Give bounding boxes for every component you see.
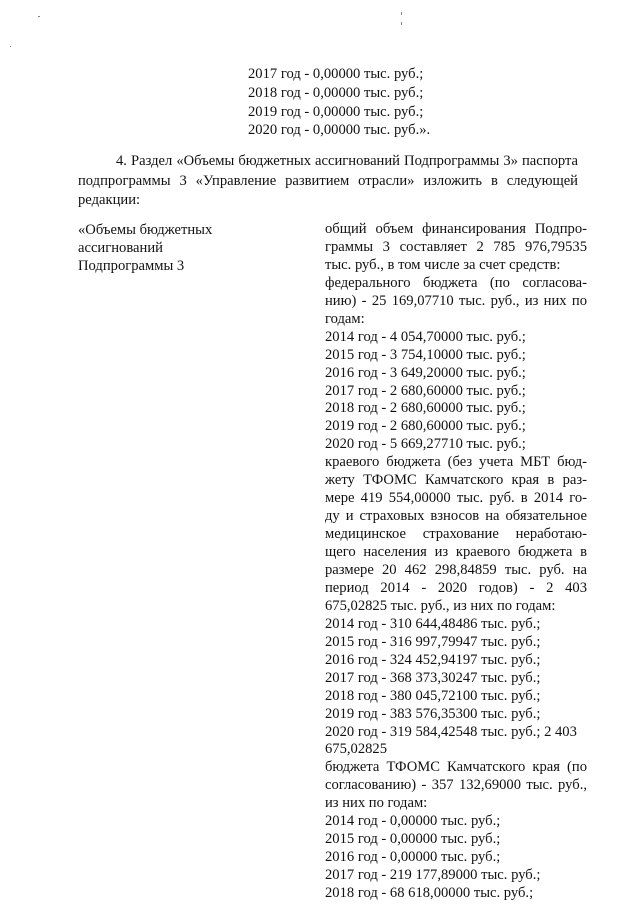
financing-line: 2014 год - 310 644,48486 тыс. руб.;: [325, 615, 541, 632]
financing-line: мере 419 554,00000 тыс. руб. в 2014 го-: [325, 490, 587, 507]
financing-line: 2019 год - 383 576,35300 тыс. руб.;: [325, 705, 541, 722]
financing-line: федерального бюджета (по согласова-: [325, 274, 587, 291]
financing-line: 2014 год - 0,00000 тыс. руб.;: [325, 813, 501, 830]
financing-line: 2015 год - 316 997,79947 тыс. руб.;: [325, 633, 541, 650]
section-title-column: [78, 221, 298, 275]
scan-speck: [401, 22, 402, 25]
financing-details-column: [325, 221, 587, 903]
financing-line: из них по годам:: [325, 795, 428, 812]
financing-line: 2018 год - 380 045,72100 тыс. руб.;: [325, 687, 541, 704]
scan-speck: [401, 12, 402, 15]
financing-line: 2019 год - 2 680,60000 тыс. руб.;: [325, 418, 526, 435]
financing-line: тыс. руб., в том числе за счет средств:: [325, 256, 561, 273]
financing-line: размере 20 462 298,84859 тыс. руб. на: [325, 561, 587, 578]
financing-line: 2018 год - 68 618,00000 тыс. руб.;: [325, 885, 534, 902]
financing-line: общий объем финансирования Подпро-: [325, 221, 587, 237]
section-title-line: ассигнований: [78, 240, 163, 256]
amendment-paragraph: 4. Раздел «Объемы бюджетных ассигнований Подпрограммы 3» паспорта подпрограммы 3 «Управление развитием отрасли» изложить в следующей редакции:: [78, 153, 578, 208]
year-line: 2017 год - 0,00000 тыс. руб.;: [248, 66, 424, 82]
financing-line: 675,02825 тыс. руб., из них по годам:: [325, 597, 556, 614]
year-line: 2018 год - 0,00000 тыс. руб.;: [248, 84, 424, 101]
financing-line: ду и страховых взносов на обязательное: [325, 508, 587, 525]
financing-line: 2015 год - 3 754,10000 тыс. руб.;: [325, 346, 526, 363]
section-title-line: Подпрограммы 3: [78, 258, 185, 274]
financing-line: 2020 год - 5 669,27710 тыс. руб.;: [325, 436, 526, 453]
scan-speck: [38, 16, 40, 17]
financing-line: медицинское страхование неработаю-: [325, 526, 587, 543]
financing-line: 2016 год - 324 452,94197 тыс. руб.;: [325, 651, 541, 668]
financing-line: бюджета ТФОМС Камчатского края (по: [325, 759, 587, 776]
financing-line: 2017 год - 219 177,89000 тыс. руб.;: [325, 867, 541, 884]
financing-line: согласованию) - 357 132,69000 тыс. руб.,: [325, 777, 587, 794]
financing-line: краевого бюджета (без учета МБТ бюд-: [325, 454, 587, 471]
section-title-line: «Объемы бюджетных: [78, 222, 213, 238]
financing-line: 2016 год - 3 649,20000 тыс. руб.;: [325, 364, 526, 381]
year-line: 2020 год - 0,00000 тыс. руб.».: [248, 122, 431, 139]
financing-line: щего населения из краевого бюджета в: [325, 544, 587, 561]
financing-line: граммы 3 составляет 2 785 976,79535: [325, 238, 587, 255]
financing-line: 2017 год - 2 680,60000 тыс. руб.;: [325, 382, 526, 399]
year-line: 2019 год - 0,00000 тыс. руб.;: [248, 103, 424, 120]
financing-line: годам:: [325, 310, 365, 327]
financing-line: 2014 год - 4 054,70000 тыс. руб.;: [325, 328, 526, 345]
financing-line: период 2014 - 2020 годов) - 2 403: [325, 579, 587, 596]
financing-line: 675,02825: [325, 741, 388, 758]
previous-section-years: [248, 65, 508, 140]
financing-line: 2017 год - 368 373,30247 тыс. руб.;: [325, 669, 541, 686]
financing-line: жету ТФОМС Камчатского края в раз-: [325, 472, 587, 489]
financing-line: 2018 год - 2 680,60000 тыс. руб.;: [325, 400, 526, 417]
financing-line: 2015 год - 0,00000 тыс. руб.;: [325, 831, 501, 848]
scan-speck: [10, 46, 11, 47]
financing-line: 2016 год - 0,00000 тыс. руб.;: [325, 849, 501, 866]
financing-line: 2020 год - 319 584,42548 тыс. руб.; 2 403: [325, 723, 577, 740]
financing-line: нию) - 25 169,07710 тыс. руб., из них по: [325, 292, 587, 309]
